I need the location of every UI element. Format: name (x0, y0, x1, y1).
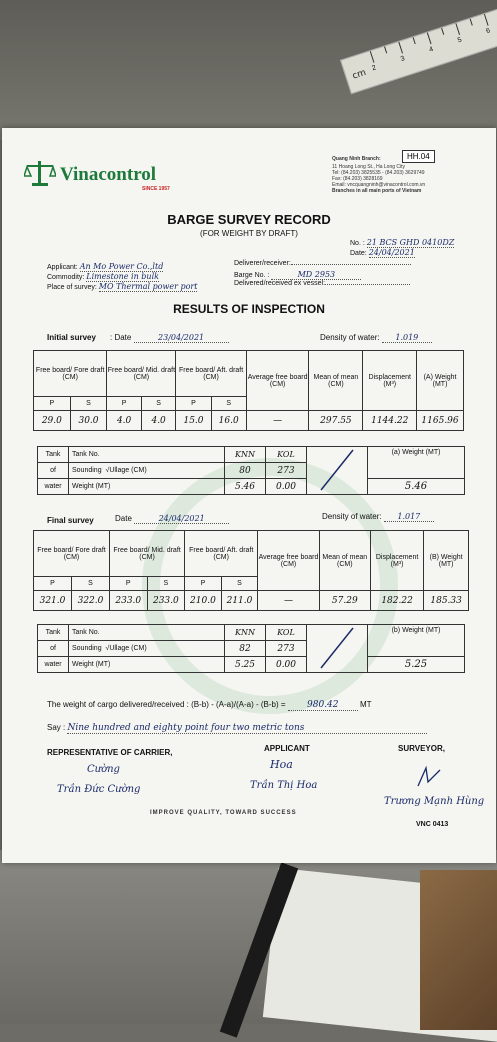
applicant-signature: Hoa (270, 758, 293, 771)
carrier-signature: Cường (87, 764, 120, 775)
ruler-number: 5 (456, 36, 463, 45)
final-density: Density of water: 1.017 (322, 512, 434, 522)
surveyor-label: SURVEYOR, (398, 744, 445, 753)
initial-tank-table: Tank Tank No. KNN KOL (a) Weight (MT) of Sounding √Ullage (CM) 80 273 water Weight (MT) 5.46 0.00 5.46 (37, 446, 465, 495)
surveyor-signature-icon (414, 764, 444, 790)
branch-info: Quang Ninh Branch: (332, 156, 381, 162)
final-date: Date 24/04/2021 (115, 514, 229, 524)
cargo-weight-row: The weight of cargo delivered/received : (B-b) - (A-a)/(A-a) - (B-b) = 980.42 MT (47, 700, 372, 710)
document-title: BARGE SURVEY RECORD (167, 212, 331, 227)
say-row: Say : Nine hundred and eighty point four two metric tons (47, 723, 427, 734)
surveyor-name: Trương Mạnh Hùng (384, 796, 485, 807)
company-logo: Vinacontrol (60, 164, 157, 185)
ruler-number: 6 (485, 27, 492, 36)
record-no: No. : 21 BCS GHD 0410DZ (350, 238, 455, 247)
results-heading: RESULTS OF INSPECTION (173, 302, 325, 316)
initial-date: : Date 23/04/2021 (110, 333, 229, 343)
barge-row: Barge No. : MD 2953 (234, 270, 361, 280)
since-text: SINCE 1957 (142, 186, 170, 192)
applicant-row: Applicant: An Mo Power Co.,ltd (47, 262, 164, 271)
carrier-name: Trần Đức Cường (57, 784, 141, 795)
record-date: Date: 24/04/2021 (350, 248, 415, 257)
survey-document (2, 128, 496, 863)
commodity-row: Commodity: Limestone in bulk (47, 272, 159, 281)
ruler-number: 3 (399, 55, 406, 64)
form-code: HH.04 (402, 150, 435, 163)
ruler-number: 2 (371, 64, 378, 73)
final-survey-label: Final survey (47, 516, 94, 525)
initial-density: Density of water: 1.019 (320, 333, 432, 343)
initial-survey-label: Initial survey (47, 333, 96, 342)
final-draft-table: Free board/ Fore draft (CM) Free board/ Mid. draft (CM) Free board/ Aft. draft (CM) Average free board (CM) Mean of mean (CM) Displacement (M³) (B) Weight (MT) P S P S P S 321.0 322.0 233.0 233.0 210.0 211.0 — 57.29 182.22 185.33 (33, 530, 469, 611)
cross-out-mark (317, 626, 357, 670)
slogan: IMPROVE QUALITY, TOWARD SUCCESS (150, 810, 297, 816)
document-subtitle: (FOR WEIGHT BY DRAFT) (200, 229, 298, 238)
final-tank-table: Tank Tank No. KNN KOL (b) Weight (MT) of Sounding √Ullage (CM) 82 273 water Weight (MT) 5.25 0.00 5.25 (37, 624, 465, 673)
deliverer-row: Deliverer/receiver: (234, 260, 411, 267)
initial-draft-table: Free board/ Fore draft (CM) Free board/ Mid. draft (CM) Free board/ Aft. draft (CM) Average free board (CM) Mean of mean (CM) Displacement (M³) (A) Weight (MT) P S P S P S 29.0 30.0 4.0 4.0 15.0 16.0 — 297.55 1144.22 1165.96 (33, 350, 464, 431)
scales-logo-icon (24, 158, 56, 188)
carrier-label: REPRESENTATIVE OF CARRIER, (47, 748, 173, 757)
ruler-number: 4 (428, 45, 435, 54)
place-row: Place of survey: MO Thermal power port (47, 282, 198, 291)
applicant-name: Trần Thị Hoa (250, 780, 318, 791)
vessel-row: Delivered/received ex vessel: (234, 280, 410, 287)
applicant-signature-label: APPLICANT (264, 744, 310, 753)
wooden-object (420, 870, 497, 1030)
ruler-unit: cm (351, 67, 368, 82)
branch-details: 11 Hoang Long St., Ha Long City Tel: (84.203) 3825535 - (84.203) 3629749 Fax: (84.203) 3828169 Email: vncquangninh@vinacontrol.com.vn Branches in all main ports of Vietnam (332, 164, 426, 194)
cross-out-mark (317, 448, 357, 492)
surveyor-code: VNC 0413 (416, 821, 449, 828)
